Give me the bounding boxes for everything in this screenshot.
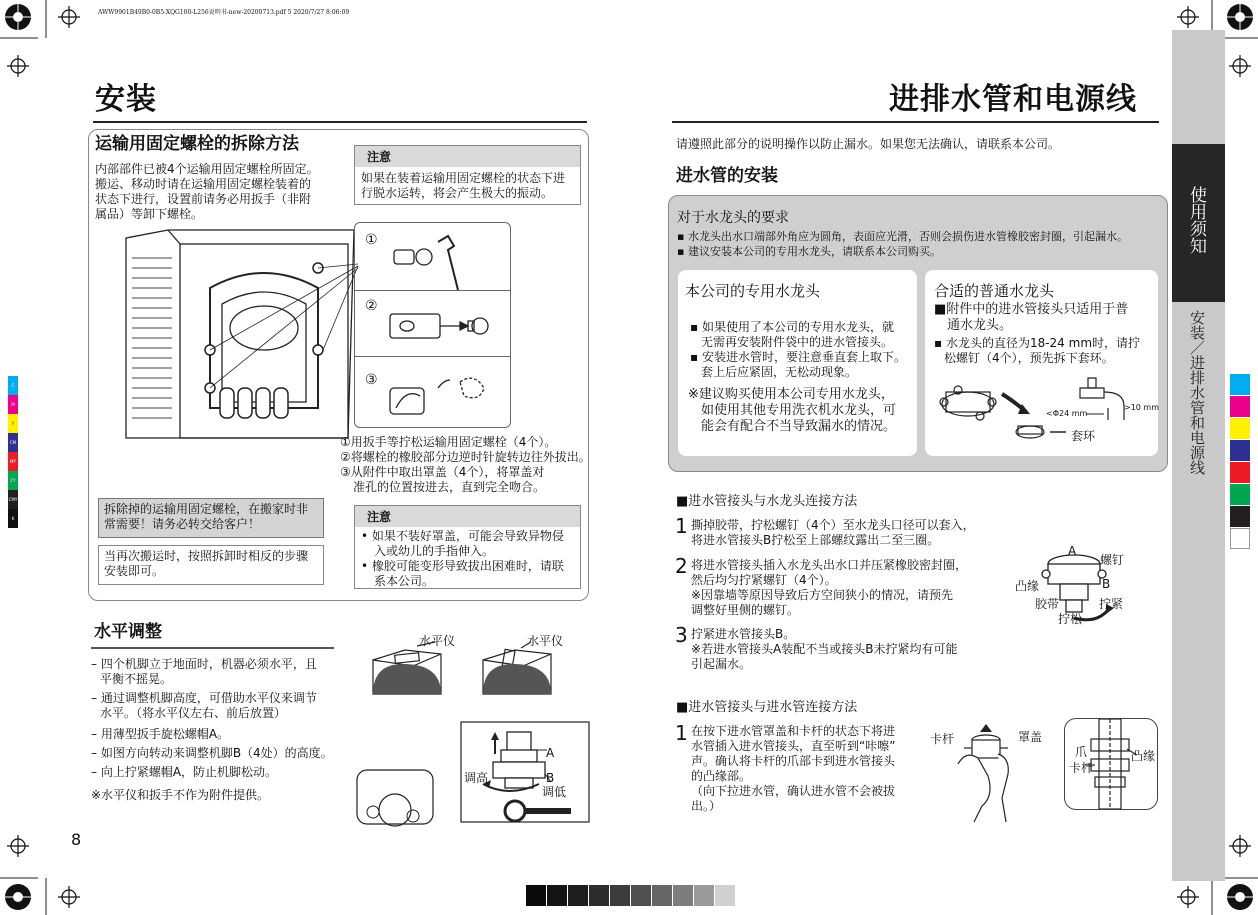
washer-rear-illustration — [118, 228, 362, 444]
level-label-b: B — [546, 771, 555, 785]
starburst-mark-br — [1227, 884, 1253, 910]
fig-label-lever: 卡杆 — [930, 732, 955, 746]
level-label-2: 水平仪 — [527, 634, 564, 648]
connect-hose-step-1: 在按下进水管罩盖和卡杆的状态下将进 水管插入进水管接头，直至听到“咔嚓” 声。确认将卡杆的爪部卡到进水管接头 的凸缘部。 （向下拉进水管，确认进水管不会被拔 出。） — [691, 724, 896, 813]
title-rule — [93, 121, 587, 123]
file-header: AWW9901B49B0-0B5-XQG100-L256说明书-new-20200713.pdf 5 2020/7/27 8:06:09 — [98, 9, 350, 16]
faucet-req-bullets: ▪ 水龙头出水口端部外角应为圆角，表面应光滑，否则会损伤进水管橡胶密封圈，引起漏水。 ▪ 建议安装本公司的专用水龙头，请联系本公司购买。 — [677, 230, 1128, 258]
section-heading-inlet: 进水管的安装 — [676, 166, 778, 186]
hose-step-number-1: 1 — [675, 721, 688, 745]
connect-step-2: 将进水管接头插入水龙头出水口并压紧橡胶密封圈， 然后均匀拧紧螺钉（4个）。 ※因靠墙等原因导致后方空间狭小的情况，请预先 调整好里侧的螺钉。 — [691, 558, 968, 617]
dim-length: >10 mm — [1124, 403, 1160, 412]
fig-label-claw: 爪 — [1075, 745, 1088, 759]
fig-label-tape: 胶带 — [1035, 597, 1060, 611]
side-tab-active-label: 使用须知 — [1186, 186, 1206, 254]
dim-diameter: <Φ24 mm — [1046, 409, 1088, 418]
page-number-left: 8 — [71, 830, 82, 849]
fig-label-a: A — [1068, 544, 1077, 558]
connect-step-3: 拧紧进水管接头B。 ※若进水管接头A装配不当或接头B未拧紧均有可能 引起漏水。 — [691, 627, 958, 671]
leveling-instructions: – 四个机脚立于地面时，机器必须水平，且 平衡不摇晃。 – 通过调整机脚高度，可借助水平仪来调节 水平。（将水平仪左右、前后放置） – 用薄型扳手旋松螺帽A。 – 如图方向转动来调整机脚B（4处）的高度。 – 向上拧紧螺帽A，防止机脚松动。 ※水平仪和扳手不作为附件提供。 — [91, 657, 333, 802]
fig-label-cover: 罩盖 — [1018, 730, 1043, 744]
step-label-2: ② — [365, 298, 378, 314]
side-tab-current-label[interactable]: 安装／进排水管和电源线 — [1188, 310, 1206, 475]
own-faucet-note: ※建议购买使用本公司专用水龙头， 如使用其他专用洗衣机水龙头，可 能会有配合不当导致漏水的情况。 — [688, 387, 897, 434]
caution-box-1: 注意 如果在装着运输用固定螺栓的状态下进 行脱水运转，将会产生极大的振动。 — [354, 145, 581, 205]
starburst-mark-tl — [5, 4, 31, 30]
faucet-adapter-illustration — [930, 368, 1156, 452]
fig-label-b: B — [1102, 577, 1111, 591]
right-intro: 请遵照此部分的说明操作以防止漏水。如果您无法确认，请联系本公司。 — [676, 137, 1061, 151]
title-rule-right — [672, 121, 1159, 123]
ring-label: 套环 — [1071, 429, 1096, 443]
caution-box-2: 注意 • 如果不装好罩盖，可能会导致异物侵 入或幼儿的手指伸入。 • 橡胶可能变形导致拔出困难时，请联 系本公司。 — [354, 505, 581, 589]
general-faucet-lines: ■附件中的进水管接头只适用于普 通水龙头。 ▪ 水龙头的直径为18-24 mm时，请拧 松螺钉（4个），预先拆下套环。 — [934, 302, 1141, 365]
section-heading-leveling: 水平调整 — [94, 622, 162, 642]
general-faucet-heading: 合适的普通水龙头 — [934, 282, 1055, 300]
starburst-mark-bl — [5, 884, 31, 910]
connect-step-1: 撕掉胶带，拧松螺钉（4个）至水龙头口径可以套入， 将进水管接头B拧松至上部螺纹露出二至三圈。 — [691, 518, 975, 547]
level-label-down: 调低 — [542, 785, 567, 799]
gray-note-keep-bolts: 拆除掉的运输用固定螺栓，在搬家时非 常需要！请务必转交给客户！ — [98, 498, 324, 538]
level-label-1: 水平仪 — [419, 634, 456, 648]
page-title-install: 安装 — [95, 82, 157, 117]
starburst-mark-tr — [1227, 4, 1253, 30]
wrench-bolt-icon — [380, 232, 500, 422]
page-title-hoses: 进排水管和电源线 — [889, 82, 1137, 117]
step-number-3: 3 — [675, 623, 688, 647]
fig-label-tighten: 拧紧 — [1099, 597, 1124, 611]
fig-label-lever-2: 卡杆 — [1069, 761, 1094, 775]
step-label-3: ③ — [365, 372, 378, 388]
fig-label-screw: 螺钉 — [1100, 553, 1125, 567]
fig-label-loosen: 拧松 — [1058, 612, 1083, 626]
step-label-1: ① — [365, 232, 378, 248]
connect-hose-heading: ■进水管接头与进水管连接方法 — [676, 700, 858, 715]
step-number-2: 2 — [675, 554, 688, 578]
level-label-up: 调高 — [464, 771, 489, 785]
bolts-intro: 内部部件已被4个运输用固定螺栓所固定。 搬运、移动时请在运输用固定螺栓装着的 状态下进行，设置前请务必用扳手（非附 属品）等卸下螺栓。 — [95, 162, 319, 221]
own-faucet-heading: 本公司的专用水龙头 — [685, 282, 821, 300]
connect-faucet-heading: ■进水管接头与水龙头连接方法 — [676, 494, 858, 509]
leveling-illustration — [355, 640, 595, 830]
fig-label-flange-2: 凸缘 — [1131, 749, 1156, 763]
step-number-1: 1 — [675, 514, 688, 538]
own-faucet-lines: ▪ 如果使用了本公司的专用水龙头，就 无需再安装附件袋中的进水管接头。 ▪ 安装进水管时，要注意垂直套上取下。 套上后应紧固，无松动现象。 — [690, 320, 906, 379]
bolt-steps-text: ①用扳手等拧松运输用固定螺栓（4个）。 ②将螺栓的橡胶部分边逆时针旋转边往外拔出。 ③从附件中取出罩盖（4个），将罩盖对 准孔的位置按进去，直到完全吻合。 — [340, 435, 591, 494]
note-reinstall: 当再次搬运时，按照拆卸时相反的步骤 安装即可。 — [98, 545, 324, 585]
level-label-a: A — [546, 746, 555, 760]
faucet-req-heading: 对于水龙头的要求 — [677, 210, 789, 226]
fig-label-flange: 凸缘 — [1015, 579, 1040, 593]
section-heading-bolts: 运输用固定螺栓的拆除方法 — [95, 134, 299, 154]
